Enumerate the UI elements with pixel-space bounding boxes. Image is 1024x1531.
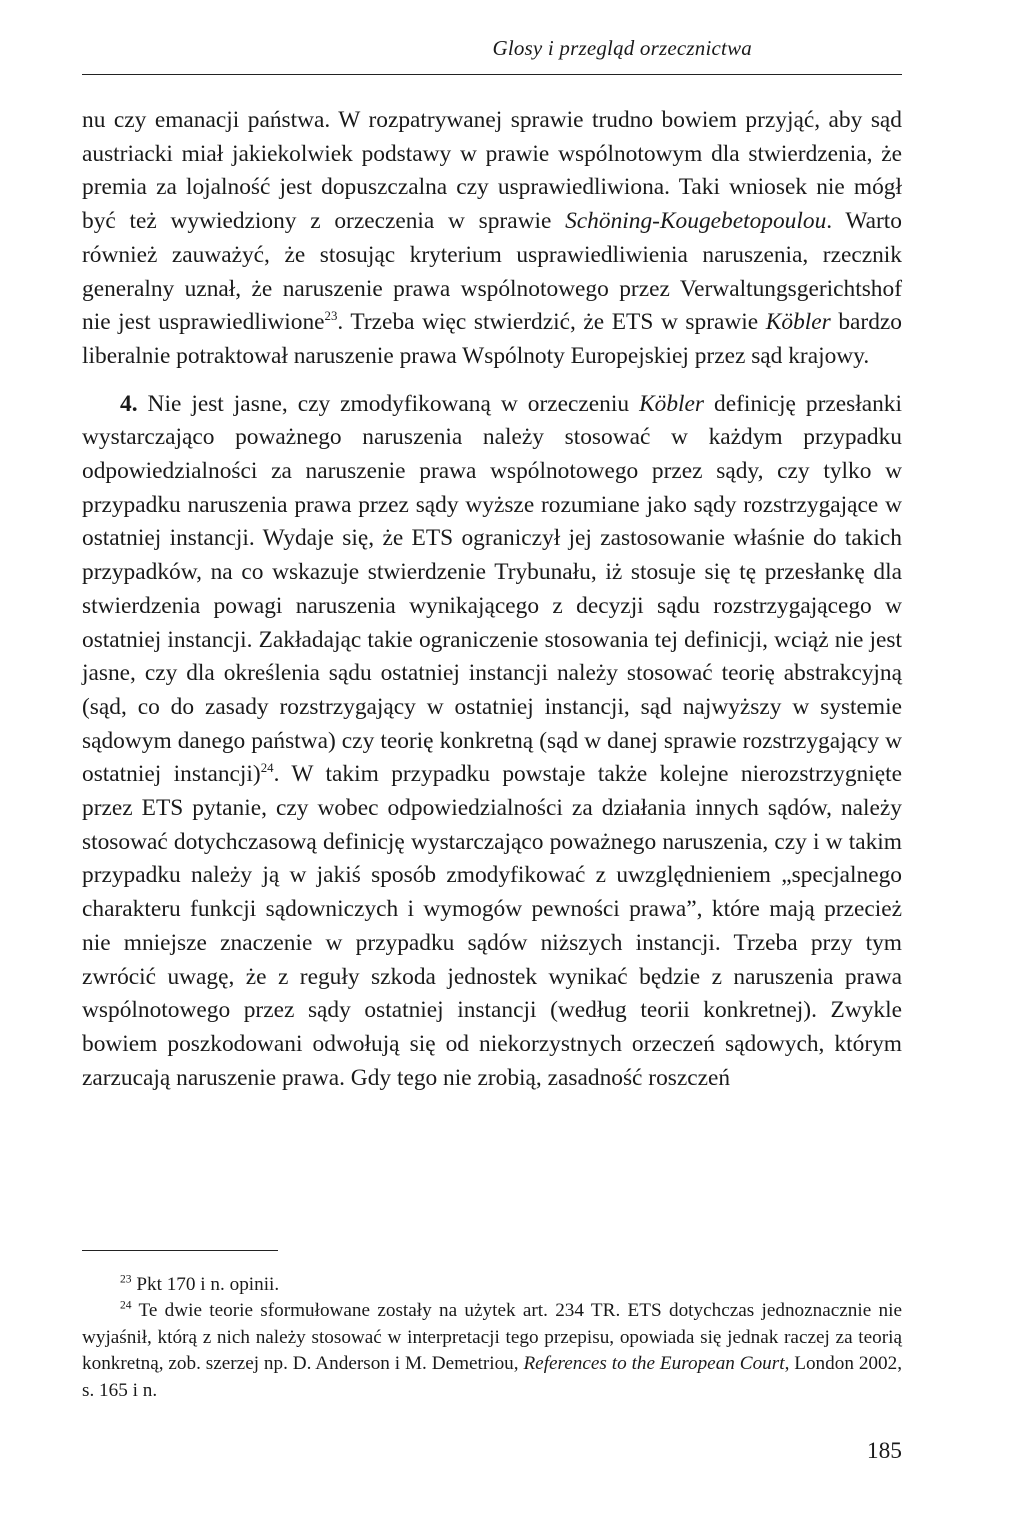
text-segment: . Trzeba więc stwierdzić, że ETS w sprawie	[337, 309, 766, 336]
case-name: Köbler	[639, 390, 705, 417]
running-header: Glosy i przegląd orzecznictwa	[492, 36, 752, 60]
case-name: Köbler	[765, 309, 831, 336]
footnote-number: 24	[120, 1300, 132, 1313]
paragraph-section-4	[82, 388, 902, 1096]
paragraph-continuation	[82, 104, 902, 374]
footnotes	[82, 1272, 902, 1404]
header-rule	[82, 74, 902, 75]
body-text	[82, 104, 902, 1095]
text-segment: definicję przesłanki wystarczająco poważnego naruszenia należy stosować w każdym przypadku odpowiedzialności za naruszenie prawa wspólnotowego przez sądy, czy tylko w przypadku naruszenia prawa przez sądy wyższe rozumiane jako sądy rozstrzygające w ostatniej instancji. Wydaje się, że ETS ograniczył jej zastosowanie właśnie do takich przypadków, na co wskazuje stwierdzenie Trybunału, iż stosuje się tę przesłankę dla stwierdzenia powagi naruszenia wynikającego z decyzji sądu rozstrzygającego w ostatniej instancji. Zakładając takie ograniczenie stosowania tej definicji, wciąż nie jest jasne, czy dla określenia sądu ostatniej instancji należy stosować teorię abstrakcyjną (sąd, co do zasady rozstrzygający w ostatniej instancji, sąd najwyższy w systemie sądowym danego państwa) czy teorię konkretną (sąd w danej sprawie rozstrzygający w ostatniej instancji)	[82, 390, 902, 788]
page-number: 185	[866, 1438, 902, 1464]
footnote-24	[82, 1298, 902, 1404]
text-segment: . W takim przypadku powstaje także kolejne nierozstrzygnięte przez ETS pytanie, czy wobec odpowiedzialności za działania innych sądów, należy stosować dotychczasową definicję wystarczająco poważnego naruszenia, czy i w takim przypadku należy ją w jakiś sposób zmodyfikować z uwzględnieniem „specjalnego charakteru funkcji sądowniczych i wymogów pewności prawa”, które mają przecież nie mniejsze znaczenie w przypadku sądów niższych instancji. Trzeba przy tym zwrócić uwagę, że z reguły szkoda jednostek wynikać będzie z naruszenia prawa wspólnotowego przez sądy ostatniej instancji (według teorii konkretnej). Zwykle bowiem poszkodowani odwołują się od niekorzystnych orzeczeń sądowych, którym zarzucają naruszenie prawa. Gdy tego nie zrobią, zasadność roszczeń	[82, 761, 902, 1091]
footnote-number: 23	[120, 1273, 132, 1286]
text-segment: bardzo liberalnie potraktował naruszenie prawa Wspólnoty Europejskiej przez sąd krajowy.	[82, 309, 902, 369]
text-segment: . Warto również zauważyć, że stosując kryterium usprawiedliwienia naruszenia, rzecznik generalny uznał, że naruszenie prawa wspólnotowego przez Verwaltungsgerichtshof nie jest usprawiedliwione	[82, 208, 902, 336]
text-segment: nu czy emanacji państwa. W rozpatrywanej sprawie trudno bowiem przyjąć, aby sąd austriacki miał jakiekolwiek podstawy w prawie wspólnotowym dla stwierdzenia, że premia za lojalność jest dopuszczalna czy usprawiedliwiona. Taki wniosek nie mógł być też wywiedziony z orzeczenia w sprawie	[82, 107, 902, 235]
footnote-reference[interactable]: 24	[260, 761, 274, 776]
footnote-text: , London 2002, s. 165 i n.	[82, 1353, 902, 1401]
footnote-rule	[82, 1250, 278, 1251]
page	[82, 0, 902, 1531]
text-segment: Nie jest jasne, czy zmodyfikowaną w orzeczeniu	[137, 390, 640, 417]
footnote-23	[82, 1272, 902, 1298]
footnote-reference[interactable]: 23	[324, 309, 338, 324]
footnote-text: Pkt 170 i n. opinii.	[131, 1274, 280, 1295]
footnote-text: Te dwie teorie sformułowane zostały na użytek art. 234 TR. ETS dotychczas jednoznacznie nie wyjaśnił, którą z nich należy stosować w interpretacji tego przepisu, opowiada się jednak raczej za teorią konkretną, zob. szerzej np. D. Anderson i M. Demetriou,	[82, 1300, 902, 1375]
case-name: Schöning-Kougebetopoulou	[565, 208, 827, 235]
section-number: 4.	[120, 390, 138, 417]
book-title: References to the European Court	[523, 1353, 785, 1375]
